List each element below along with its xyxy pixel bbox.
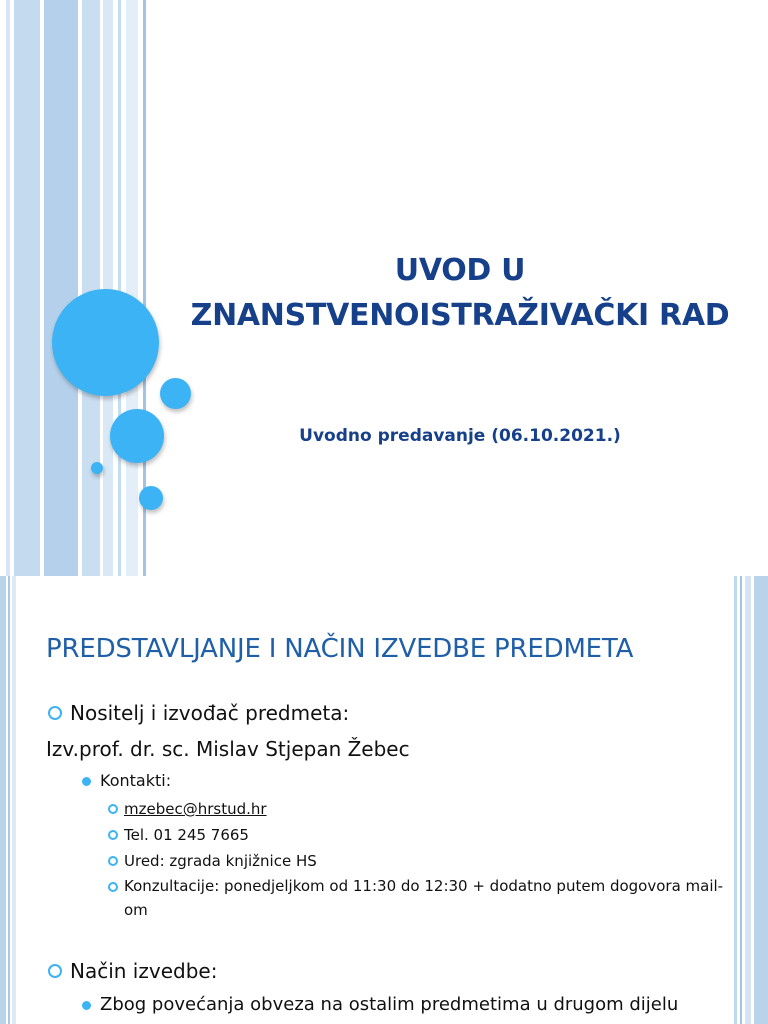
slide-subtitle: Uvodno predavanje (06.10.2021.) — [299, 426, 621, 446]
list-item — [46, 766, 726, 796]
holder-label: Nositelj i izvođač predmeta: — [70, 701, 350, 725]
dot-bullet-icon — [82, 777, 91, 786]
slide-title — [190, 248, 730, 338]
decor-stripe — [754, 576, 768, 1024]
mode-label: Način izvedbe: — [70, 959, 218, 983]
phone-text: Tel. 01 245 7665 — [124, 826, 249, 844]
email-link[interactable]: mzebec@hrstud.hr — [124, 800, 267, 818]
list-item — [46, 952, 726, 990]
contact-item — [46, 848, 726, 874]
slide-title-line-1: UVOD U — [394, 253, 526, 288]
decor-stripe — [734, 576, 737, 1024]
ring-bullet-icon — [48, 964, 62, 978]
ring-bullet-icon — [108, 830, 118, 840]
slide-heading: PREDSTAVLJANJE I NAČIN IZVEDBE PREDMETA — [46, 634, 634, 664]
decor-circle — [91, 462, 103, 474]
decor-stripe — [103, 0, 113, 576]
decor-stripe — [82, 0, 100, 576]
decor-circle — [139, 486, 163, 510]
office-text: Ured: zgrada knjižnice HS — [124, 852, 317, 870]
holder-name: Izv.prof. dr. sc. Mislav Stjepan Žebec — [46, 737, 410, 761]
dot-bullet-icon — [82, 1001, 91, 1010]
decor-stripe — [8, 576, 10, 1024]
decor-stripe — [12, 576, 16, 1024]
decor-stripe — [740, 576, 742, 1024]
decor-stripe — [6, 0, 10, 576]
ring-bullet-icon — [108, 856, 118, 866]
decor-stripe — [745, 576, 751, 1024]
ring-bullet-icon — [108, 882, 118, 892]
decor-stripe — [118, 0, 121, 576]
ring-bullet-icon — [108, 804, 118, 814]
decor-stripe — [126, 0, 138, 576]
slide-title-line-2: ZNANSTVENOISTRAŽIVAČKI RAD — [190, 298, 730, 333]
ring-bullet-icon — [48, 706, 62, 720]
decor-circle — [160, 378, 191, 409]
content-slide — [0, 576, 768, 1024]
decor-circle — [110, 409, 164, 463]
list-item — [46, 990, 726, 1020]
mode-item: Zbog povećanja obveza na ostalim predmetima u drugom dijelu — [100, 994, 679, 1015]
decor-stripe — [44, 0, 78, 576]
decor-circle-large — [52, 289, 159, 396]
contact-item — [46, 822, 726, 848]
contact-item — [46, 796, 726, 822]
decor-stripe — [14, 0, 40, 576]
contact-item — [46, 874, 726, 922]
list-item — [46, 694, 726, 732]
contacts-label: Kontakti: — [100, 771, 172, 790]
decor-stripe — [0, 576, 6, 1024]
consultation-text: Konzultacije: ponedjeljkom od 11:30 do 12:30 + dodatno putem dogovora mail-om — [124, 877, 724, 919]
slide-content — [46, 694, 726, 1020]
